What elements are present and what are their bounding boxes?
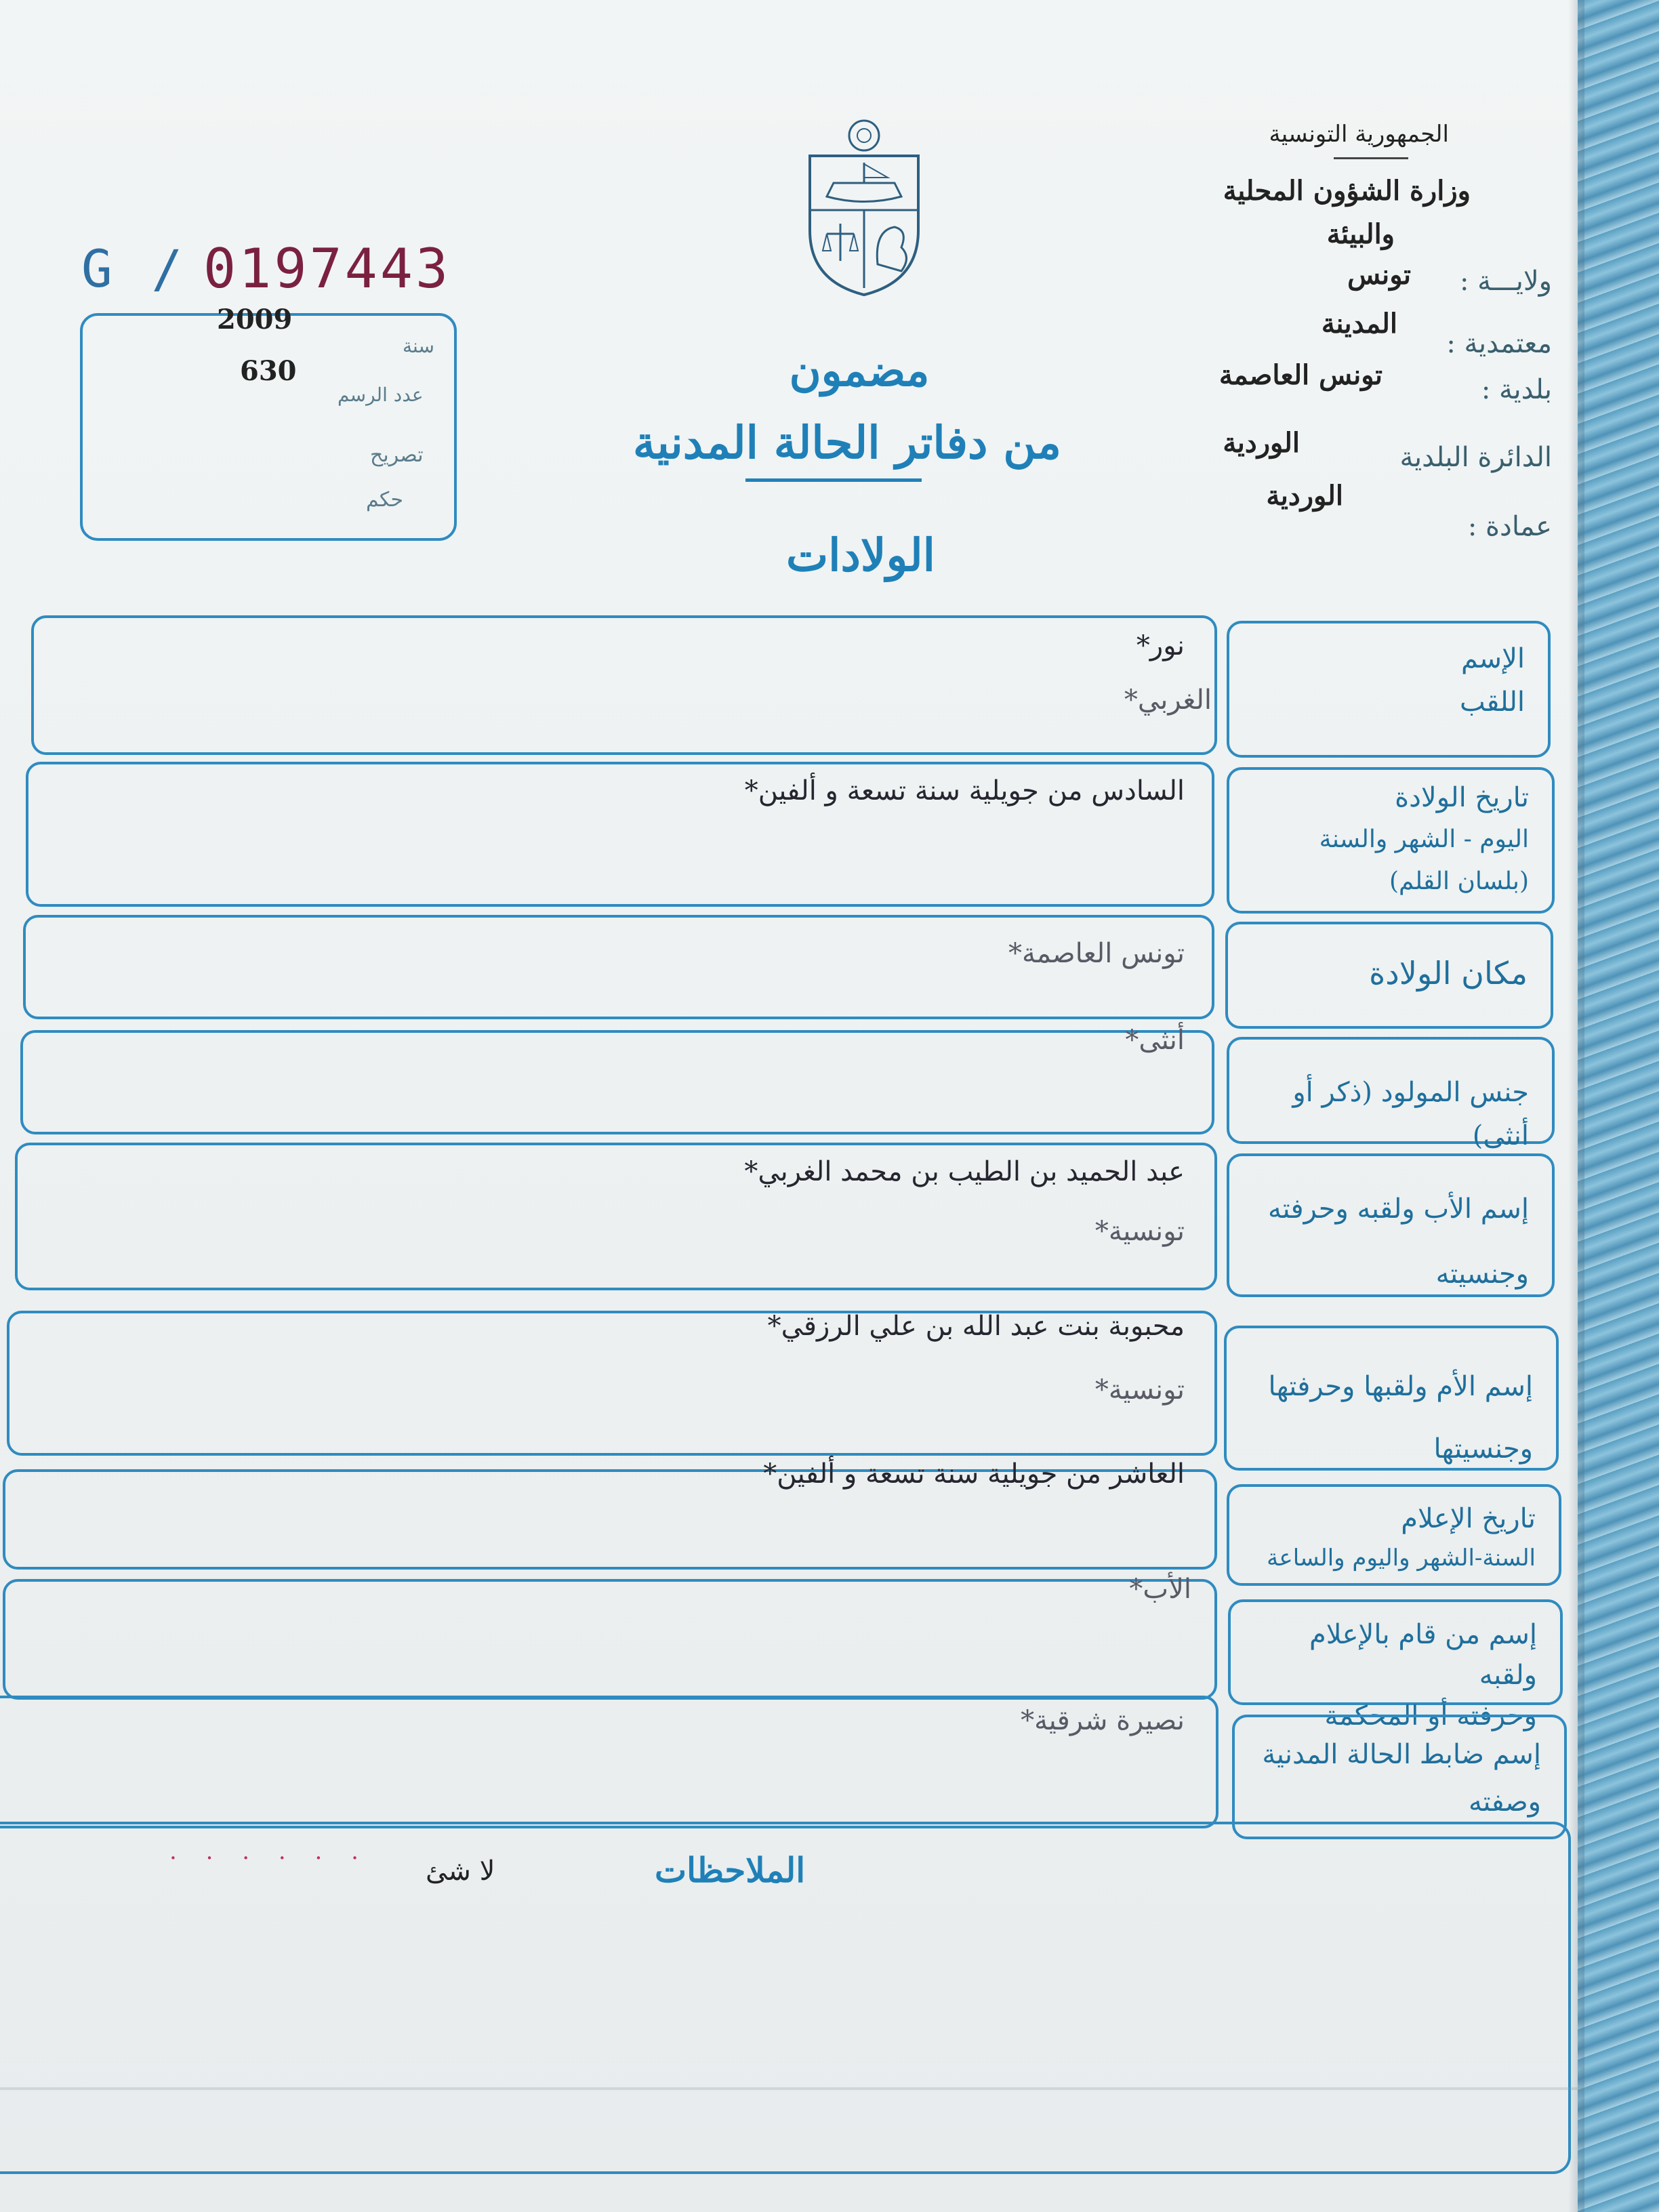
birth-date-label-box <box>1227 767 1555 914</box>
declarant-value: الأب* <box>1129 1574 1191 1605</box>
imada-label: عمادة : <box>1467 511 1552 542</box>
declaration-date-label-box <box>1227 1484 1561 1586</box>
declarant-sublabel: وحرفته أو المحكمة <box>1324 1700 1537 1732</box>
register-year-label: سنة <box>403 335 434 357</box>
birth-date-value: السادس من جويلية سنة تسعة و ألفين* <box>744 775 1185 806</box>
paper-fold-line <box>0 2087 1593 2090</box>
mother-label: إسم الأم ولقبها وحرفتها <box>1268 1371 1533 1402</box>
district-label: الدائرة البلدية <box>1399 442 1552 473</box>
delegation-value: المدينة <box>1321 308 1397 340</box>
birth-date-label: تاريخ الولادة <box>1395 782 1529 813</box>
section-title-births: الولادات <box>785 529 936 581</box>
birth-date-sublabel: اليوم - الشهر والسنة <box>1319 825 1529 853</box>
serial-prefix: G / <box>81 239 187 299</box>
officer-sublabel: وصفته <box>1468 1786 1541 1818</box>
register-number-value: 630 <box>240 355 297 387</box>
birth-date-note-label: (بلسان القلم) <box>1389 867 1529 895</box>
birth-place-label-box <box>1225 922 1553 1029</box>
surname-value: الغربي* <box>1124 684 1212 716</box>
father-nationality-label: وجنسيته <box>1435 1258 1529 1290</box>
delegation-label: معتمدية : <box>1446 328 1552 359</box>
declaration-date-value: العاشر من جويلية سنة تسعة و ألفين* <box>763 1458 1185 1490</box>
mother-name-value: محبوبة بنت عبد الله بن علي الرزقي* <box>767 1311 1185 1342</box>
header-divider <box>1334 157 1408 159</box>
republic-title: الجمهورية التونسية <box>1269 121 1449 148</box>
register-year-value: 2009 <box>217 304 293 335</box>
declarant-value-box <box>3 1579 1217 1700</box>
subtitle-underline <box>745 478 922 482</box>
sex-value: أنثى* <box>1125 1025 1185 1056</box>
register-judgment-label: حكم <box>366 488 404 512</box>
birth-place-value: تونس العاصمة* <box>1008 938 1185 969</box>
document-title: مضمون <box>789 346 930 396</box>
mother-label-box <box>1224 1326 1559 1471</box>
register-number-label: عدد الرسم <box>337 384 424 406</box>
wilaya-label: ولايـــة : <box>1459 266 1552 297</box>
district-value: الوردية <box>1223 427 1300 459</box>
stamp-trace: . . . . . . <box>169 1838 369 1865</box>
remarks-value: لا شئ <box>426 1856 495 1887</box>
ministry-line1: وزارة الشؤون المحلية <box>1223 175 1471 207</box>
document-subtitle: من دفاتر الحالة المدنية <box>633 416 1061 469</box>
declaration-date-sublabel: السنة-الشهر واليوم والساعة <box>1267 1544 1536 1572</box>
tunisia-coat-of-arms-icon <box>800 115 928 298</box>
declaration-date-label: تاريخ الإعلام <box>1401 1503 1536 1534</box>
serial-number: 0197443 <box>203 237 451 300</box>
imada-value: الوردية <box>1266 480 1343 512</box>
declarant-label-box <box>1228 1599 1563 1732</box>
sex-label: جنس المولود (ذكر أو أنثى) <box>1292 1077 1529 1151</box>
name-value-box <box>31 615 1217 755</box>
surname-label: اللقب <box>1459 687 1525 718</box>
ministry-line2: والبيئة <box>1326 218 1395 250</box>
officer-label-box <box>1232 1715 1567 1839</box>
officer-label: إسم ضابط الحالة المدنية <box>1262 1739 1541 1770</box>
register-declaration-label: تصريح <box>370 443 424 467</box>
sex-value-box <box>20 1030 1214 1134</box>
remarks-label: الملاحظات <box>655 1850 806 1890</box>
municipality-value: تونس العاصمة <box>1218 359 1382 391</box>
father-name-value: عبد الحميد بن الطيب بن محمد الغربي* <box>744 1156 1185 1187</box>
father-nationality-value: تونسية* <box>1094 1216 1185 1247</box>
first-name-label: الإسم <box>1460 643 1525 674</box>
father-label-box <box>1227 1153 1555 1297</box>
mother-nationality-label: وجنسيتها <box>1433 1433 1533 1465</box>
name-label-box <box>1227 621 1551 758</box>
officer-value: نصيرة شرقية* <box>1021 1705 1185 1736</box>
birth-place-label: مكان الولادة <box>1369 955 1528 991</box>
wilaya-value: تونس <box>1347 259 1411 291</box>
security-edge-pattern <box>1578 0 1659 2212</box>
municipality-label: بلدية : <box>1481 374 1552 405</box>
sex-label-box <box>1227 1037 1555 1151</box>
declarant-label: إسم من قام بالإعلام ولقبه <box>1309 1619 1537 1691</box>
first-name-value: نور* <box>1136 630 1185 661</box>
mother-nationality-value: تونسية* <box>1094 1374 1185 1406</box>
father-label: إسم الأب ولقبه وحرفته <box>1268 1193 1529 1225</box>
